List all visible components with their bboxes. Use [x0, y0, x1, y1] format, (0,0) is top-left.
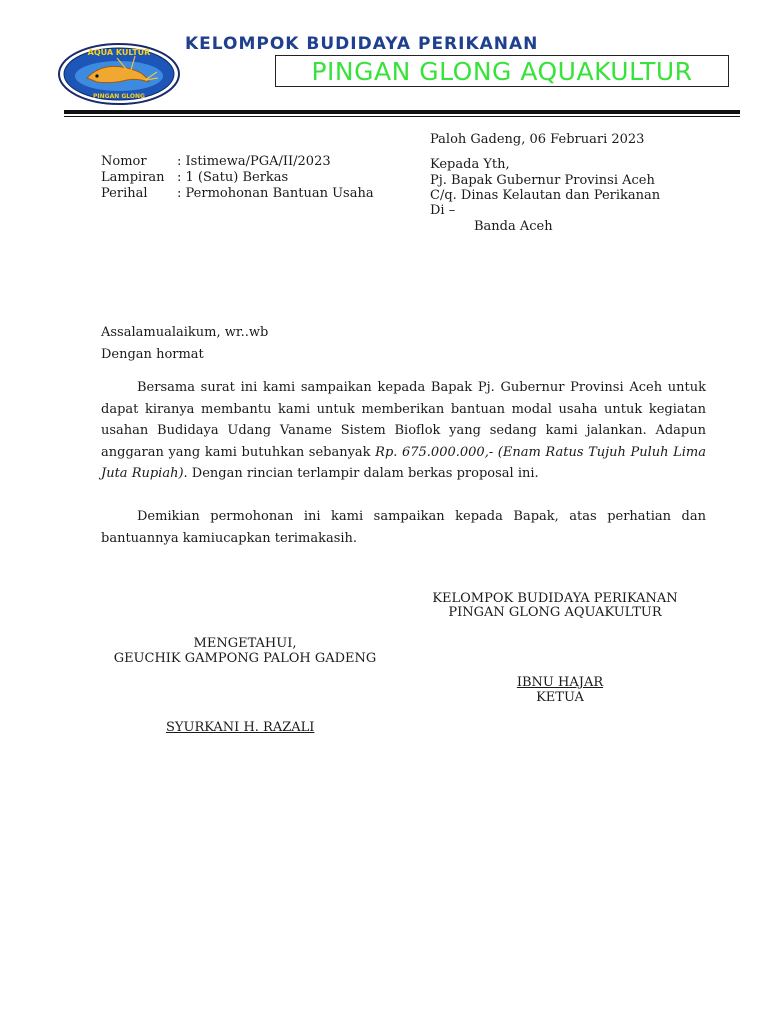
letterhead-rule-thin [64, 116, 740, 117]
greeting: Assalamualaikum, wr..wb [101, 325, 269, 340]
sign-left-line-2: GEUCHIK GAMPONG PALOH GADENG [113, 651, 377, 666]
sign-left-line-1: MENGETAHUI, [193, 636, 297, 651]
shrimp-icon [57, 42, 182, 106]
brand-name: PINGAN GLONG AQUAKULTUR [311, 57, 693, 86]
recipient-city: Banda Aceh [474, 219, 553, 234]
org-name: KELOMPOK BUDIDAYA PERIKANAN [185, 34, 539, 52]
recipient-line-4: Di – [430, 203, 456, 218]
logo [57, 42, 182, 106]
recipient-line-1: Kepada Yth, [430, 157, 510, 172]
recipient-line-2: Pj. Bapak Gubernur Provinsi Aceh [430, 173, 655, 188]
logo-top-text: AQUA KULTUR [87, 48, 151, 57]
meta-row-perihal [101, 186, 374, 201]
sign-right-name: IBNU HAJAR [516, 675, 604, 690]
place-date: Paloh Gadeng, 06 Februari 2023 [430, 132, 645, 147]
brand-box [275, 55, 729, 87]
body1-amount: Rp. 675.000.000,- (Enam Ratus Tujuh Puluh Lima Juta Rupiah). [101, 444, 706, 481]
body2-text: Demikian permohonan ini kami sampaikan kepada Bapak, atas perhatian dan bantuannya kamiucapkan terimakasih. [101, 509, 706, 546]
body-paragraph-1 [101, 377, 706, 485]
salutation: Dengan hormat [101, 347, 204, 362]
body1-text-end: Dengan rincian terlampir dalam berkas proposal ini. [187, 466, 539, 481]
meta-label: Nomor [101, 154, 147, 169]
meta-value: : Permohonan Bantuan Usaha [177, 186, 374, 201]
sign-right-title: KETUA [536, 690, 584, 705]
logo-bottom-text: PINGAN GLONG [93, 93, 145, 100]
body1-text: Bersama surat ini kami sampaikan kepada Bapak Pj. Gubernur Provinsi Aceh untuk dapat kiranya membantu kami untuk memberikan bantuan modal usaha untuk kegiatan usahan Budidaya Udang Vaname Sistem Bioflok yang sedang kami jalankan. Adapun anggaran yang kami butuhkan sebanyak [101, 380, 706, 460]
recipient-line-3: C/q. Dinas Kelautan dan Perikanan [430, 188, 661, 203]
meta-label: Perihal [101, 186, 148, 201]
body-paragraph-2 [101, 506, 706, 549]
letterhead-rule-thick [64, 110, 740, 114]
meta-value: : 1 (Satu) Berkas [177, 170, 289, 185]
sign-right-org-2: PINGAN GLONG AQUAKULTUR [448, 605, 662, 620]
meta-label: Lampiran [101, 170, 165, 185]
sign-right-org-1: KELOMPOK BUDIDAYA PERIKANAN [432, 591, 678, 606]
meta-row-lampiran [101, 170, 288, 185]
meta-value: : Istimewa/PGA/II/2023 [177, 154, 331, 169]
sign-left-name: SYURKANI H. RAZALI [166, 720, 315, 735]
meta-row-nomor [101, 154, 331, 169]
